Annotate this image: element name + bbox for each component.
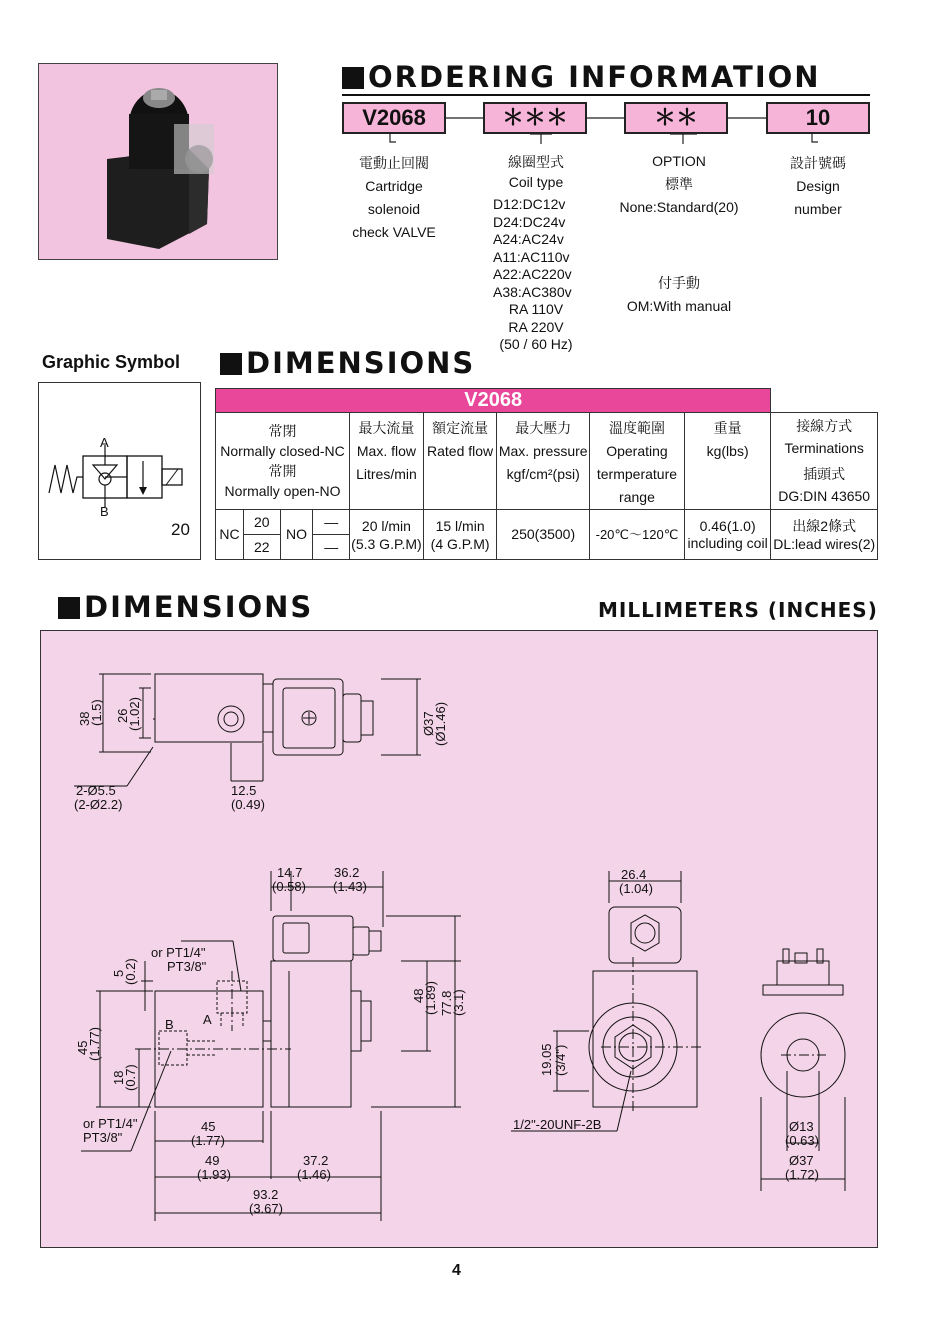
dim-49: 49 bbox=[205, 1153, 220, 1168]
header-line: 插頭式 bbox=[803, 466, 846, 482]
drawing-title-text: DIMENSIONS bbox=[84, 590, 314, 624]
dim-5: 5 bbox=[111, 969, 126, 977]
dim-36-2-in: (1.43) bbox=[333, 879, 367, 894]
dim-36-2: 36.2 bbox=[334, 865, 360, 880]
dim-18: 18 bbox=[111, 1070, 126, 1085]
code-model: V2068 bbox=[362, 105, 426, 130]
option-column bbox=[604, 150, 754, 219]
thread-spec: 1/2"-20UNF-2B bbox=[513, 1117, 602, 1132]
dim-14-7-in: (0.58) bbox=[272, 879, 306, 894]
coil-type-item: RA 220V bbox=[508, 318, 564, 335]
ordering-title-text: ORDERING INFORMATION bbox=[368, 60, 821, 94]
header-line: Normally closed-NC bbox=[220, 443, 345, 459]
cell-weight bbox=[684, 510, 771, 560]
cell-pressure: 250(3500) bbox=[497, 510, 590, 560]
header-pressure bbox=[497, 413, 590, 510]
header-line: Litres/min bbox=[356, 466, 417, 482]
cell-no-2: — bbox=[313, 535, 350, 560]
code-connectors bbox=[340, 110, 880, 155]
coil-type-list bbox=[475, 196, 597, 301]
dim-38-in: (1.5) bbox=[89, 699, 104, 726]
coil-type-column bbox=[475, 152, 597, 354]
header-rated-flow bbox=[423, 413, 497, 510]
dim-26: 26 bbox=[115, 708, 130, 723]
dimension-drawing-panel bbox=[40, 630, 878, 1248]
coil-type-head: Coil type bbox=[508, 174, 564, 190]
pt-top: or PT1/4" bbox=[151, 945, 206, 960]
title-square-icon bbox=[220, 353, 242, 375]
dim-93-2-in: (3.67) bbox=[249, 1201, 283, 1216]
header-line: kgf/cm²(psi) bbox=[506, 466, 580, 482]
header-line: Max. flow bbox=[356, 443, 416, 459]
dim-37-end: Ø37 bbox=[789, 1153, 814, 1168]
option-manual bbox=[604, 272, 754, 318]
coil-type-item: A22:AC220v bbox=[493, 266, 572, 282]
cell-line: 20 l/min bbox=[361, 517, 411, 534]
cell-max-flow bbox=[350, 510, 424, 560]
dim-holes: 2-Ø5.5 bbox=[76, 783, 116, 798]
dim-37: Ø37 bbox=[421, 711, 436, 736]
dim-49-in: (1.93) bbox=[197, 1167, 231, 1182]
dim-45-v: 45 bbox=[75, 1040, 90, 1055]
header-line: 溫度範圍 bbox=[608, 420, 665, 436]
cell-line: 0.46(1.0) bbox=[699, 517, 756, 534]
header-line: 重量 bbox=[713, 420, 742, 436]
cell-temperature: -20℃～120℃ bbox=[590, 510, 685, 560]
spec-table-model: V2068 bbox=[216, 389, 771, 413]
option-line: 標準 bbox=[665, 176, 693, 192]
ordering-underline bbox=[342, 94, 870, 96]
header-line: kg(lbs) bbox=[706, 443, 749, 459]
coil-type-item: A24:AC24v bbox=[493, 231, 564, 247]
header-line: 最大壓力 bbox=[515, 420, 572, 436]
title-square-icon bbox=[58, 597, 80, 619]
dim-48: 48 bbox=[411, 988, 426, 1003]
cell-nc: NC bbox=[216, 510, 244, 560]
graphic-symbol-box bbox=[38, 382, 201, 560]
dim-13: Ø13 bbox=[789, 1119, 814, 1134]
hydraulic-symbol-icon bbox=[39, 383, 200, 559]
design-line: 設計號碼 bbox=[790, 155, 846, 171]
dim-37-2-in: (1.46) bbox=[297, 1167, 331, 1182]
dim-93-2: 93.2 bbox=[253, 1187, 279, 1202]
model-desc-line: Cartridge bbox=[365, 178, 423, 194]
dim-37-end-in: (1.72) bbox=[785, 1167, 819, 1182]
product-photo bbox=[38, 63, 278, 260]
header-line: range bbox=[619, 489, 655, 505]
cell-line: 出線2條式 bbox=[792, 517, 857, 534]
cell-line: including coil bbox=[687, 534, 768, 551]
cell-line: (4 G.P.M) bbox=[430, 535, 490, 552]
drawing-title bbox=[58, 590, 313, 624]
drawing-units: MILLIMETERS (INCHES) bbox=[598, 598, 878, 622]
dim-77-8: 77.8 bbox=[439, 990, 454, 1016]
header-line: termperature bbox=[596, 466, 678, 482]
header-terminations bbox=[771, 413, 878, 510]
symbol-port-a: A bbox=[100, 435, 109, 450]
header-line: Rated flow bbox=[427, 443, 494, 459]
header-line: Operating bbox=[606, 443, 668, 459]
ordering-title bbox=[342, 60, 821, 94]
model-desc-line: solenoid bbox=[367, 201, 421, 217]
cell-nc-22: 22 bbox=[243, 535, 280, 560]
cell-terminations bbox=[771, 510, 878, 560]
cell-rated-flow bbox=[423, 510, 497, 560]
valve-photo-image bbox=[39, 64, 277, 259]
dim-45-v-in: (1.77) bbox=[87, 1027, 102, 1061]
header-line: Max. pressure bbox=[498, 443, 588, 459]
dim-19-05: 19.05 bbox=[539, 1043, 554, 1076]
header-type bbox=[216, 413, 350, 510]
header-max-flow bbox=[350, 413, 424, 510]
cell-no: NO bbox=[280, 510, 313, 560]
dim-37-in: (Ø1.46) bbox=[433, 701, 448, 746]
dim-38: 38 bbox=[77, 711, 92, 726]
symbol-number: 20 bbox=[171, 520, 190, 539]
dim-26-4: 26.4 bbox=[621, 867, 647, 882]
header-weight bbox=[684, 413, 771, 510]
spec-table bbox=[215, 388, 878, 560]
cell-line: (5.3 G.P.M) bbox=[351, 535, 422, 552]
header-line: 常開 bbox=[268, 463, 297, 479]
graphic-symbol-title: Graphic Symbol bbox=[42, 352, 181, 372]
coil-type-item: D12:DC12v bbox=[493, 196, 566, 212]
dim-26-4-in: (1.04) bbox=[619, 881, 653, 896]
cell-nc-20: 20 bbox=[243, 510, 280, 535]
dim-26-in: (1.02) bbox=[127, 697, 142, 731]
technical-drawing bbox=[41, 631, 877, 1247]
coil-type-list-rest bbox=[475, 301, 597, 354]
dim-37-2: 37.2 bbox=[303, 1153, 329, 1168]
model-description bbox=[342, 152, 446, 244]
header-line: DG:DIN 43650 bbox=[778, 488, 871, 504]
header-line: Normally open-NO bbox=[224, 483, 341, 499]
dim-13-in: (0.63) bbox=[785, 1133, 819, 1148]
dimensions-table-title-text: DIMENSIONS bbox=[246, 346, 476, 380]
cell-line: DL:lead wires(2) bbox=[773, 535, 876, 552]
header-temperature bbox=[590, 413, 685, 510]
header-line: 額定流量 bbox=[432, 420, 489, 436]
pt-top-2: PT3/8" bbox=[167, 959, 207, 974]
pt-bottom-2: PT3/8" bbox=[83, 1130, 123, 1145]
dim-5-in: (0.2) bbox=[123, 958, 138, 985]
model-desc-line: 電動止回閥 bbox=[359, 155, 429, 171]
dim-77-8-in: (3.1) bbox=[451, 989, 466, 1016]
header-line: 常閉 bbox=[268, 423, 297, 439]
symbol-port-b: B bbox=[100, 504, 109, 519]
dim-14-7: 14.7 bbox=[277, 865, 303, 880]
option-line: None:Standard(20) bbox=[619, 199, 739, 215]
cell-no-1: — bbox=[313, 510, 350, 535]
dimensions-table-title bbox=[220, 346, 475, 380]
dim-45-in: (1.77) bbox=[191, 1133, 225, 1148]
model-desc-line: check VALVE bbox=[352, 224, 436, 240]
dim-45: 45 bbox=[201, 1119, 216, 1134]
pt-bottom: or PT1/4" bbox=[83, 1116, 138, 1131]
code-option: ＊＊ bbox=[653, 105, 698, 130]
coil-type-item: A38:AC380v bbox=[493, 283, 572, 300]
dim-19-05-in: (3/4") bbox=[553, 1044, 568, 1076]
title-square-icon bbox=[342, 67, 364, 89]
dim-18-in: (0.7) bbox=[123, 1064, 138, 1091]
dim-12-5-in: (0.49) bbox=[231, 797, 265, 812]
coil-type-item: (50 / 60 Hz) bbox=[499, 336, 573, 352]
coil-type-item: RA 110V bbox=[508, 301, 564, 317]
coil-type-head: 線圈型式 bbox=[508, 154, 564, 170]
header-line: Terminations bbox=[784, 440, 864, 456]
dim-holes-in: (2-Ø2.2) bbox=[74, 797, 123, 812]
option-manual-line: 付手動 bbox=[658, 275, 700, 291]
design-line: Design bbox=[796, 178, 840, 194]
design-line: number bbox=[794, 201, 842, 217]
page-number: 4 bbox=[452, 1262, 461, 1279]
header-line: 最大流量 bbox=[358, 420, 415, 436]
cell-line: 15 l/min bbox=[435, 517, 485, 534]
dim-48-in: (1.89) bbox=[423, 981, 438, 1015]
option-line: OPTION bbox=[652, 153, 706, 169]
port-b-label: B bbox=[165, 1017, 174, 1032]
port-a-label: A bbox=[203, 1012, 212, 1027]
coil-type-item: D24:DC24v bbox=[493, 213, 566, 230]
dim-12-5: 12.5 bbox=[231, 783, 257, 798]
code-design: 10 bbox=[805, 105, 831, 130]
design-number-column bbox=[766, 152, 870, 221]
option-manual-line: OM:With manual bbox=[626, 298, 732, 314]
header-line: 接線方式 bbox=[796, 418, 853, 434]
coil-type-item: A11:AC110v bbox=[493, 248, 570, 265]
code-coil: ＊＊＊ bbox=[501, 105, 568, 130]
